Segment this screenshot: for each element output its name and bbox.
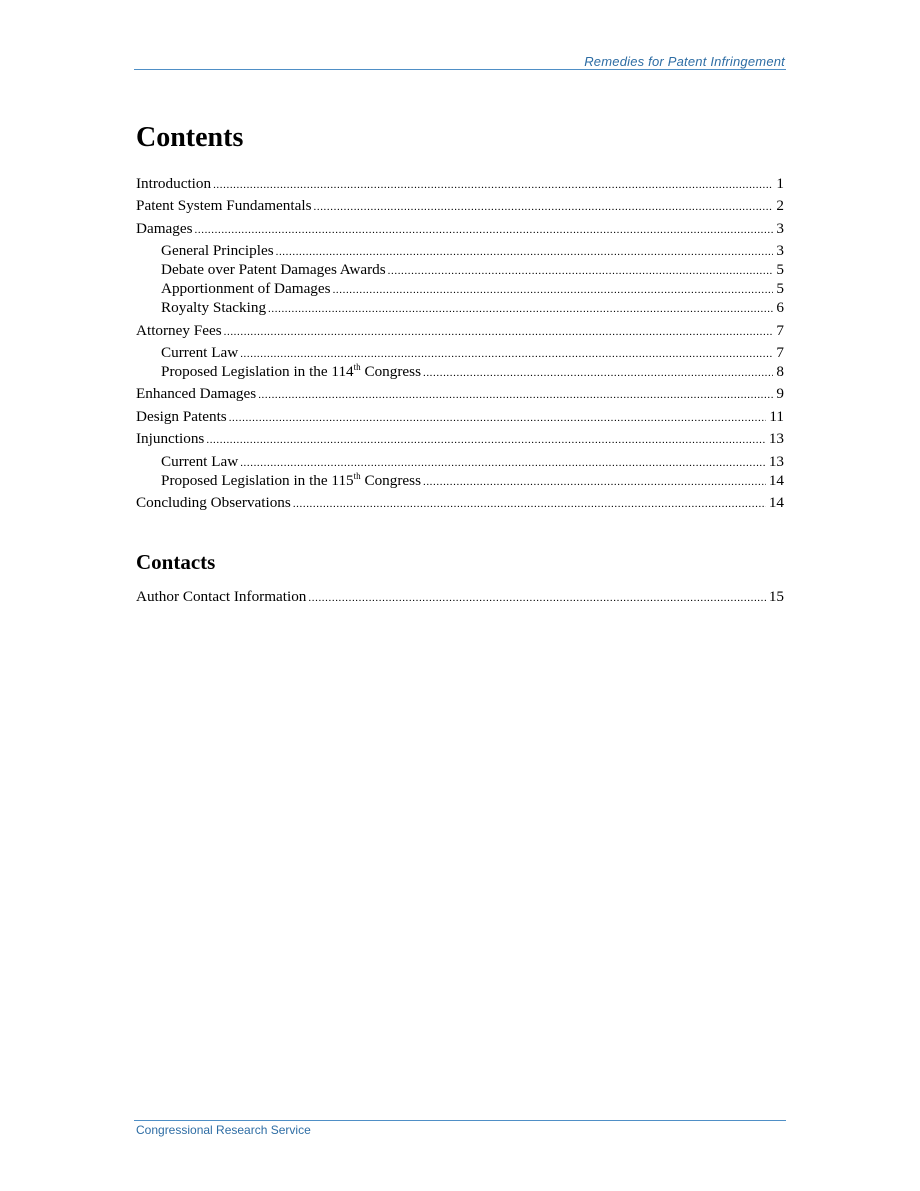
toc-dot-leader bbox=[258, 384, 773, 405]
toc-page-number: 1 bbox=[776, 175, 784, 192]
table-of-contents bbox=[136, 174, 784, 512]
toc-entry-label: Attorney Fees bbox=[136, 321, 222, 339]
toc-dot-leader bbox=[268, 298, 773, 319]
toc-dot-leader bbox=[423, 471, 766, 492]
toc-entry-proposed-legislation-114th[interactable] bbox=[136, 362, 784, 381]
toc-entry-label: General Principles bbox=[161, 242, 274, 260]
toc-dot-leader bbox=[240, 343, 773, 364]
toc-dot-leader bbox=[276, 241, 774, 262]
toc-entry-damages[interactable] bbox=[136, 219, 784, 238]
toc-page-number: 7 bbox=[776, 343, 784, 361]
toc-entry-label: Debate over Patent Damages Awards bbox=[161, 261, 386, 279]
toc-page-number: 13 bbox=[768, 452, 784, 470]
toc-page-number: 15 bbox=[768, 588, 784, 605]
toc-entry-label: Enhanced Damages bbox=[136, 385, 257, 403]
toc-entry-debate-over-patent-damages-awards[interactable] bbox=[136, 260, 784, 279]
toc-dot-leader bbox=[333, 279, 774, 300]
toc-label-text: Congress bbox=[360, 471, 421, 489]
toc-label-text: Proposed Legislation in the 115 bbox=[161, 471, 354, 489]
toc-entry-enhanced-damages[interactable] bbox=[136, 384, 784, 403]
toc-entry-label: Current Law bbox=[161, 343, 239, 361]
toc-page-number: 5 bbox=[776, 280, 784, 298]
toc-dot-leader bbox=[206, 429, 765, 450]
toc-entry-label bbox=[161, 362, 423, 381]
running-header-title: Remedies for Patent Infringement bbox=[584, 54, 785, 69]
toc-entry-current-law[interactable] bbox=[136, 343, 784, 362]
toc-entry-label: Current Law bbox=[161, 452, 239, 470]
toc-label-text: Congress bbox=[360, 362, 421, 380]
toc-entry-design-patents[interactable] bbox=[136, 407, 784, 426]
toc-entry-label: Concluding Observations bbox=[136, 493, 291, 511]
header-rule bbox=[134, 69, 786, 70]
toc-page-number: 8 bbox=[776, 362, 784, 380]
footer-rule bbox=[134, 1120, 786, 1121]
contacts-list bbox=[136, 587, 784, 606]
toc-entry-patent-system-fundamentals[interactable] bbox=[136, 196, 784, 215]
toc-entry-attorney-fees[interactable] bbox=[136, 321, 784, 340]
toc-dot-leader bbox=[224, 321, 774, 342]
toc-page-number: 3 bbox=[776, 219, 784, 237]
toc-dot-leader bbox=[314, 196, 774, 217]
toc-page-number: 9 bbox=[776, 385, 784, 403]
toc-dot-leader bbox=[423, 362, 773, 383]
toc-entry-label: Introduction bbox=[136, 175, 212, 192]
toc-dot-leader bbox=[388, 260, 774, 281]
toc-entry-label: Injunctions bbox=[136, 430, 205, 448]
toc-entry-label: Royalty Stacking bbox=[161, 299, 267, 317]
toc-dot-leader bbox=[213, 174, 773, 195]
toc-entry-apportionment-of-damages[interactable] bbox=[136, 279, 784, 298]
toc-entry-general-principles[interactable] bbox=[136, 241, 784, 260]
toc-page-number: 13 bbox=[768, 430, 784, 448]
toc-page-number: 3 bbox=[776, 242, 784, 260]
toc-entry-injunctions[interactable] bbox=[136, 429, 784, 448]
toc-dot-leader bbox=[308, 587, 765, 608]
toc-page-number: 7 bbox=[776, 321, 784, 339]
toc-label-text: Proposed Legislation in the 114 bbox=[161, 362, 354, 380]
toc-dot-leader bbox=[195, 219, 774, 240]
toc-page-number: 6 bbox=[776, 299, 784, 317]
toc-entry-label: Patent System Fundamentals bbox=[136, 197, 312, 215]
toc-entry-current-law-injunctions[interactable] bbox=[136, 452, 784, 471]
toc-dot-leader bbox=[229, 407, 767, 428]
toc-page-number: 5 bbox=[776, 261, 784, 279]
toc-entry-concluding-observations[interactable] bbox=[136, 493, 784, 512]
toc-label-ordinal-suffix: th bbox=[353, 361, 361, 372]
toc-page-number: 2 bbox=[776, 197, 784, 215]
toc-entry-author-contact-information[interactable] bbox=[136, 587, 784, 606]
toc-entry-label: Damages bbox=[136, 219, 193, 237]
toc-entry-proposed-legislation-115th[interactable] bbox=[136, 471, 784, 490]
toc-label-ordinal-suffix: th bbox=[353, 470, 361, 481]
toc-entry-royalty-stacking[interactable] bbox=[136, 298, 784, 317]
toc-dot-leader bbox=[293, 493, 766, 514]
toc-dot-leader bbox=[240, 452, 766, 473]
contents-heading: Contents bbox=[136, 122, 244, 153]
toc-entry-label: Design Patents bbox=[136, 407, 227, 425]
toc-entry-label: Author Contact Information bbox=[136, 588, 307, 605]
contacts-heading: Contacts bbox=[136, 550, 216, 574]
toc-page-number: 14 bbox=[768, 493, 784, 511]
toc-entry-label bbox=[161, 471, 423, 490]
footer-organization-name: Congressional Research Service bbox=[136, 1123, 311, 1137]
toc-entry-label: Apportionment of Damages bbox=[161, 280, 331, 298]
toc-entry-introduction[interactable] bbox=[136, 174, 784, 193]
toc-page-number: 11 bbox=[769, 407, 784, 425]
toc-page-number: 14 bbox=[768, 471, 784, 489]
